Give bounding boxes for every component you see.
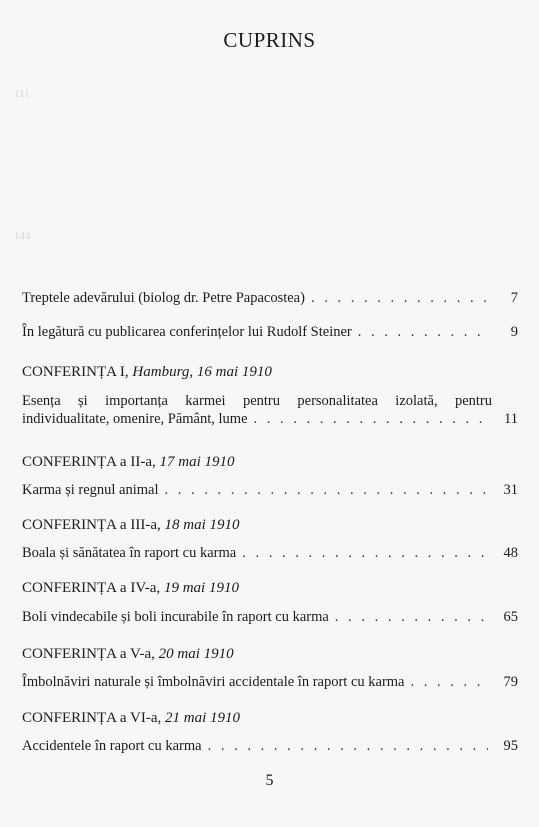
toc-entry[interactable] [22,609,518,626]
lecture-heading [22,517,518,534]
lecture-label: CONFERINȚA a IV-a, [22,580,161,596]
toc-entry[interactable] [22,674,518,691]
dot-leader [311,290,488,307]
toc-entry-title: Esența și importanța karmei pentru personalitatea izolată, pentru [22,393,492,409]
toc-entry-title: Karma și regnul animal [22,482,159,498]
lecture-heading [22,454,518,471]
toc-page-number: 11 [504,411,518,427]
dot-leader [165,482,489,499]
toc-page-number: 7 [510,290,518,306]
show-through-mark: 144 [14,230,31,242]
toc-entry-title: În legătură cu publicarea conferințelor lui Rudolf Steiner [22,324,352,340]
lecture-heading [22,646,518,663]
toc-entry[interactable] [22,482,518,499]
toc-entry[interactable] [22,290,518,307]
lecture-heading [22,710,518,727]
dot-leader [254,411,488,428]
toc-entry-title: Treptele adevărului (biolog dr. Petre Papacostea) [22,290,305,306]
toc-entry[interactable] [22,324,518,341]
toc-entry-title-cont: individualitate, omenire, Pământ, lume [22,411,248,427]
page-folio: 5 [265,772,274,789]
dot-leader [242,545,488,562]
lecture-date: Hamburg, 16 mai 1910 [132,364,272,380]
lecture-heading [22,364,518,381]
lecture-date: 18 mai 1910 [164,517,240,533]
toc-entry-title: Boli vindecabile și boli incurabile în raport cu karma [22,609,329,625]
lecture-heading [22,580,518,597]
toc-entry-title: Îmbolnăviri naturale și îmbolnăviri accidentale în raport cu karma [22,674,405,690]
toc-entry-title: Boala și sănătatea în raport cu karma [22,545,237,561]
dot-leader [335,609,488,626]
lecture-date: 21 mai 1910 [165,710,241,726]
lecture-date: 19 mai 1910 [163,580,239,596]
toc-page-number: 9 [510,324,518,340]
toc-page-number: 79 [503,674,518,690]
toc-page-number: 65 [503,609,518,625]
lecture-label: CONFERINȚA a II-a, [22,454,156,470]
toc-page-number: 48 [503,545,518,561]
toc-page-number: 95 [503,738,518,754]
toc-entry[interactable] [22,393,518,428]
lecture-date: 20 mai 1910 [158,646,234,662]
lecture-label: CONFERINȚA I, [22,364,129,380]
dot-leader [358,324,488,341]
toc-entry[interactable] [22,738,518,755]
toc-entry-title: Accidentele în raport cu karma [22,738,202,754]
show-through-mark: 111 [14,88,30,100]
lecture-date: 17 mai 1910 [159,454,235,470]
lecture-label: CONFERINȚA a III-a, [22,517,161,533]
toc-entry[interactable] [22,545,518,562]
dot-leader [411,674,489,691]
toc-page-number: 31 [503,482,518,498]
lecture-label: CONFERINȚA a VI-a, [22,710,162,726]
page-title: CUPRINS [223,28,316,52]
lecture-label: CONFERINȚA a V-a, [22,646,155,662]
dot-leader [208,738,488,755]
